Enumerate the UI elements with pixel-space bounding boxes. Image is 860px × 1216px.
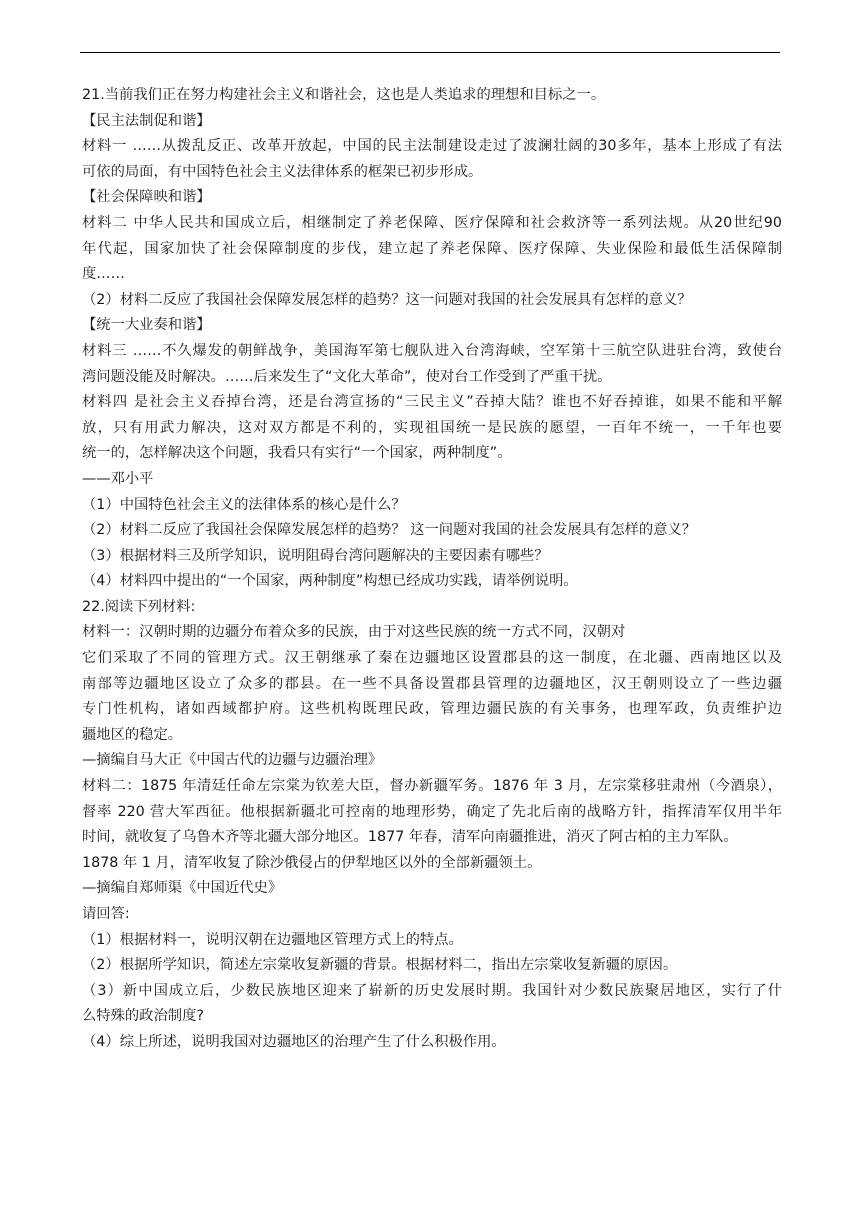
material-1-line: 它们采取了不同的管理方式。汉王朝继承了秦在边疆地区设置郡县的这一制度，在北疆、西南地区以及: [82, 650, 782, 667]
material-2-line: 材料二：1875 年清廷任命左宗棠为钦差大臣，督办新疆军务。1876 年 3 月，左宗棠移驻肃州（今酒泉），: [82, 778, 782, 795]
question-line: （2）材料二反应了我国社会保障发展怎样的趋势？这一问题对我国的社会发展具有怎样的意义？: [82, 291, 692, 308]
q21-stem: 21.当前我们正在努力构建社会主义和谐社会，这也是人类追求的理想和目标之一。: [82, 87, 606, 103]
material-3-line: 材料三 ……不久爆发的朝鲜战争，美国海军第七舰队进入台湾海峡，空军第十三航空队进驻台湾，致使台: [82, 342, 782, 359]
answer-prompt: 请回答:: [82, 906, 130, 922]
material-3-line: 湾问题没能及时解决。……后来发生了“文化大革命”，使对台工作受到了严重干扰。: [82, 368, 612, 385]
material-2-line: 材料二 中华人民共和国成立后，相继制定了养老保障、医疗保障和社会救济等一系列法规。从20世纪90: [82, 214, 782, 231]
material-4-line: 材料四 是社会主义吞掉台湾，还是台湾宣扬的“三民主义”吞掉大陆？谁也不好吞掉谁，如果不能和平解: [82, 394, 782, 411]
material-2-line: 度……: [82, 266, 125, 283]
material-2-line: 1878 年 1 月，清军收复了除沙俄侵占的伊犁地区以外的全部新疆领土。: [82, 854, 542, 871]
material-1-line: 可依的局面，有中国特色社会主义法律体系的框架已初步形成。: [82, 163, 483, 180]
question-line: （4）材料四中提出的“一个国家，两种制度”构想已经成功实践，请举例说明。: [82, 573, 578, 590]
question-line: （2）材料二反应了我国社会保障发展怎样的趋势？ 这一问题对我国的社会发展具有怎样的意义？: [82, 522, 697, 539]
question-line: （1）中国特色社会主义的法律体系的核心是什么？: [82, 496, 406, 513]
material-4-line: 放，只有用武力解决，这对双方都是不利的，实现祖国统一是民族的愿望，一百年不统一，一千年也要: [82, 419, 782, 436]
q22-stem: 22.阅读下列材料:: [82, 598, 196, 615]
section-heading-social-security: 【社会保障映和谐】: [82, 189, 211, 206]
material-1-line: 材料一 ……从拨乱反正、改革开放起，中国的民主法制建设走过了波澜壮阔的30多年，基本上形成了有法: [82, 138, 782, 155]
question-line: 么特殊的政治制度?: [82, 1008, 204, 1025]
material-2-line: 督率 220 营大军西征。他根据新疆北可控南的地理形势，确定了先北后南的战略方针，指挥清军仅用半年: [82, 803, 782, 820]
material-1-line: 疆地区的稳定。: [82, 726, 183, 743]
material-4-line: 统一的，怎样解决这个问题，我看只有实行“一个国家，两种制度”。: [82, 445, 512, 462]
material-1-line: 专门性机构，诸如西域都护府。这些机构既理民政，管理边疆民族的有关事务，也理军政，负责维护边: [82, 701, 782, 718]
header-rule: [80, 52, 780, 53]
question-line: （3）根据材料三及所学知识，说明阻碍台湾问题解决的主要因素有哪些？: [82, 547, 549, 564]
attribution: —摘编自郑师渠《中国近代史》: [82, 880, 283, 897]
material-2-line: 年代起，国家加快了社会保障制度的步伐，建立起了养老保障、医疗保障、失业保险和最低生活保障制: [82, 240, 782, 257]
attribution: —摘编自马大正《中国古代的边疆与边疆治理》: [82, 752, 383, 769]
question-line: （1）根据材料一，说明汉朝在边疆地区管理方式上的特点。: [82, 931, 463, 948]
section-heading-law: 【民主法制促和谐】: [82, 112, 211, 129]
material-1-line: 材料一：汉朝时期的边疆分布着众多的民族，由于对这些民族的统一方式不同，汉朝对: [82, 624, 626, 641]
attribution: ——邓小平: [82, 470, 154, 487]
question-line: （3）新中国成立后，少数民族地区迎来了崭新的历史发展时期。我国针对少数民族聚居地区，实行了什: [82, 982, 782, 999]
question-line: （2）根据所学知识，简述左宗棠收复新疆的背景。根据材料二，指出左宗棠收复新疆的原因。: [82, 957, 678, 974]
document-body: [82, 83, 782, 1056]
material-2-line: 时间，就收复了乌鲁木齐等北疆大部分地区。1877 年春，清军向南疆推进，消灭了阿古柏的主力军队。: [82, 829, 738, 846]
section-heading-unification: 【统一大业奏和谐】: [82, 317, 211, 334]
material-1-line: 南部等边疆地区设立了众多的郡县。在一些不具备设置郡县管理的边疆地区，汉王朝则设立了一些边疆: [82, 675, 782, 692]
question-line: （4）综上所述，说明我国对边疆地区的治理产生了什么积极作用。: [82, 1033, 506, 1050]
